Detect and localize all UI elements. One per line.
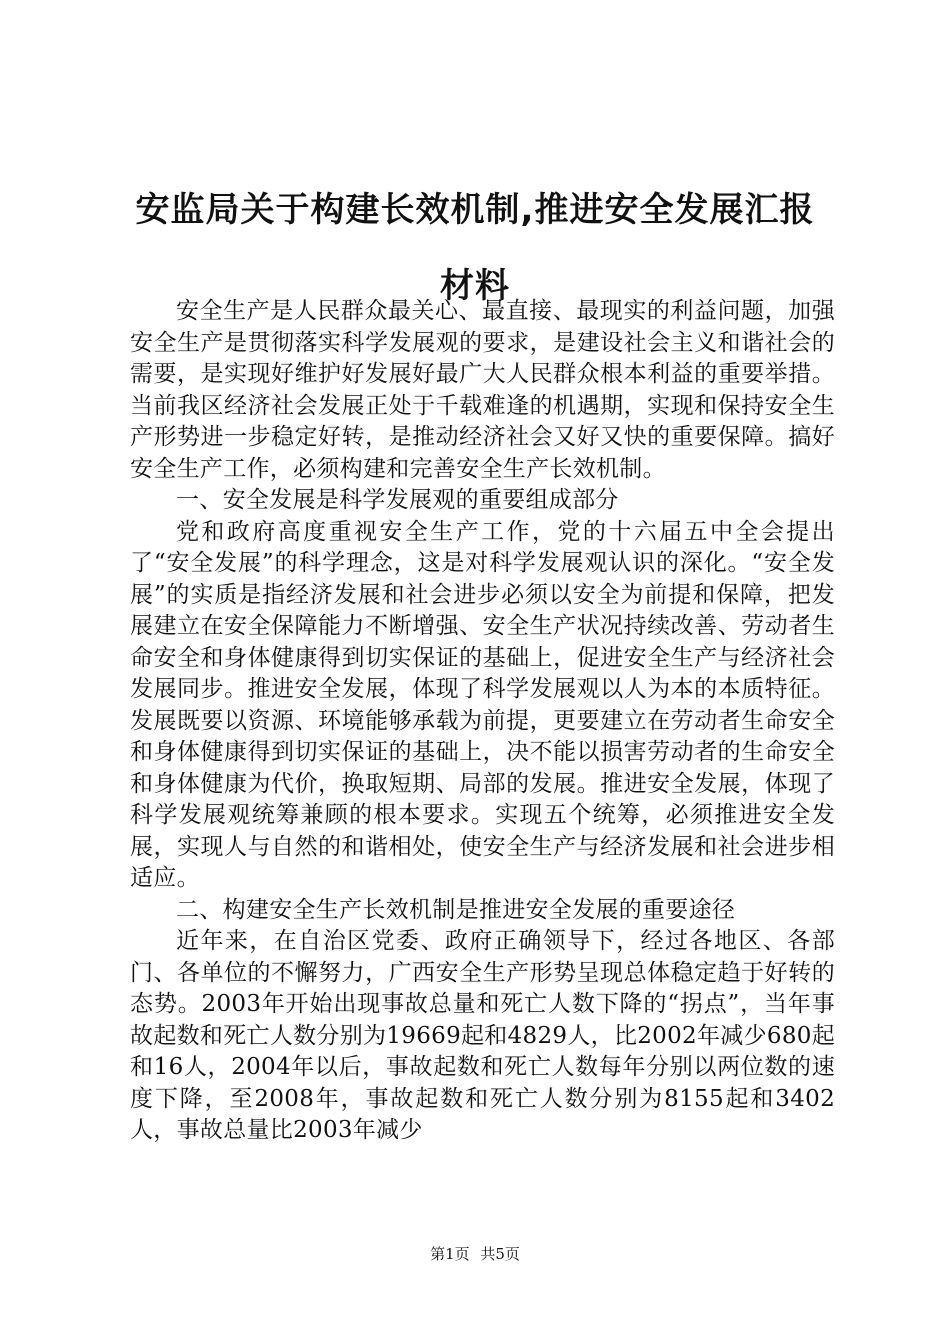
page-footer bbox=[0, 1244, 950, 1264]
page-number: 第1页 bbox=[430, 1245, 470, 1263]
paragraph-section-1: 党和政府高度重视安全生产工作，党的十六届五中全会提出了“安全发展”的科学理念，这是对科学发展观认识的深化。“安全发展”的实质是指经济发展和社会进步必须以安全为前提和保障，把发展建立在安全保障能力不断增强、安全生产状况持续改善、劳动者生命安全和身体健康得到切实保证的基础上，促进安全生产与经济社会发展同步。推进安全发展，体现了科学发展观以人为本的本质特征。发展既要以资源、环境能够承载为前提，更要建立在劳动者生命安全和身体健康得到切实保证的基础上，决不能以损害劳动者的生命安全和身体健康为代价，换取短期、局部的发展。推进安全发展，体现了科学发展观统筹兼顾的根本要求。实现五个统筹，必须推进安全发展，实现人与自然的和谐相处，使安全生产与经济发展和社会进步相适应。 bbox=[130, 518, 835, 891]
document-title: 安监局关于构建长效机制,推进安全发展汇报材料 bbox=[135, 190, 815, 306]
document-body bbox=[130, 296, 835, 1147]
paragraph-intro: 安全生产是人民群众最关心、最直接、最现实的利益问题，加强安全生产是贯彻落实科学发展观的要求，是建设社会主义和谐社会的需要，是实现好维护好发展好最广大人民群众根本利益的重要举措。当前我区经济社会发展正处于千载难逢的机遇期，实现和保持安全生产形势进一步稳定好转，是推动经济社会又好又快的重要保障。搞好安全生产工作，必须构建和完善安全生产长效机制。 bbox=[130, 298, 835, 482]
page-total: 共5页 bbox=[480, 1245, 520, 1263]
paragraph-section-2: 近年来，在自治区党委、政府正确领导下，经过各地区、各部门、各单位的不懈努力，广西安全生产形势呈现总体稳定趋于好转的态势。2003年开始出现事故总量和死亡人数下降的“拐点”，当年事故起数和死亡人数分别为19669起和4829人，比2002年减少680起和16人，2004年以后，事故起数和死亡人数每年分别以两位数的速度下降，至2008年，事故起数和死亡人数分别为8155起和3402人，事故总量比2003年减少 bbox=[130, 928, 835, 1143]
section-heading-2: 二、构建安全生产长效机制是推进安全发展的重要途径 bbox=[176, 896, 736, 923]
section-heading-1: 一、安全发展是科学发展观的重要组成部分 bbox=[176, 487, 619, 513]
